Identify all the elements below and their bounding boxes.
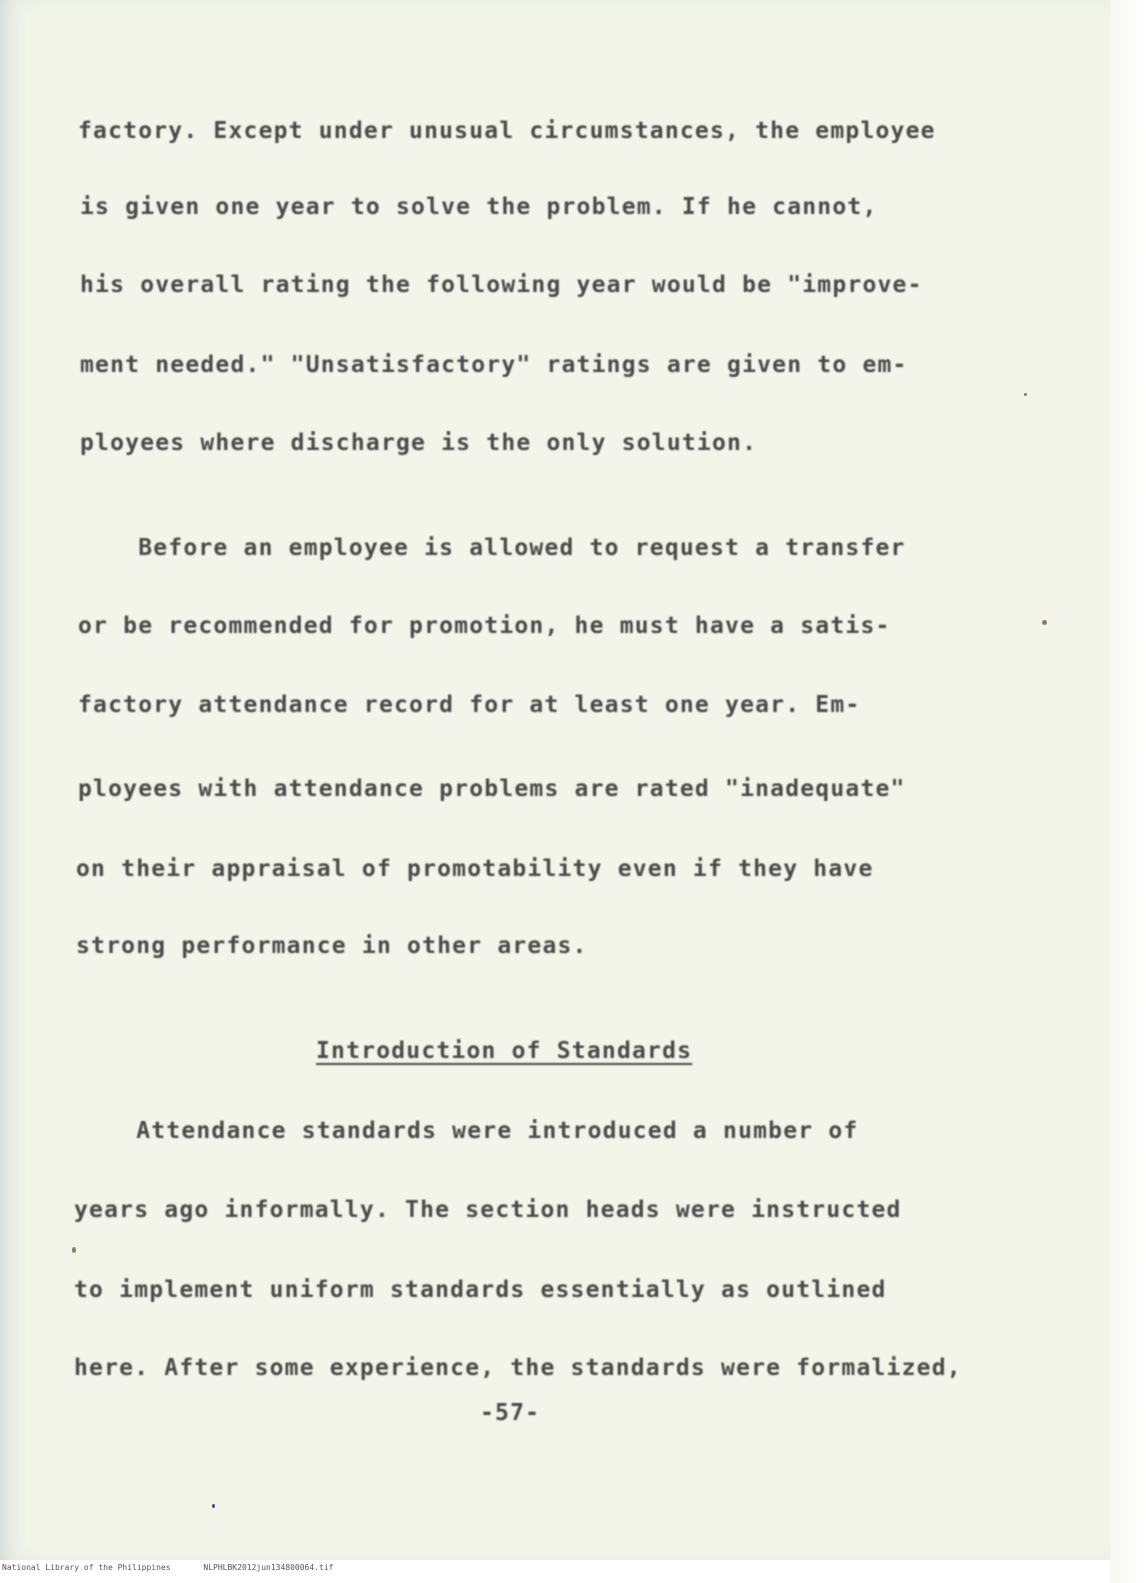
paper-speck (1042, 620, 1047, 625)
scan-footer (2, 1563, 361, 1572)
section-heading: Introduction of Standards (316, 1038, 693, 1064)
text-line: Before an employee is allowed to request a transfer (78, 535, 906, 561)
text-line: or be recommended for promotion, he must have a satis- (78, 613, 891, 639)
text-line: ployees where discharge is the only solution. (80, 430, 758, 456)
text-line: factory. Except under unusual circumstances, the employee (78, 118, 936, 144)
text-line: on their appraisal of promotability even if they have (76, 856, 874, 882)
text-line: is given one year to solve the problem. If he cannot, (80, 194, 878, 220)
page-edge (1110, 0, 1146, 1583)
file-id: NLPHLBK2012jun134800064.tif (203, 1563, 334, 1572)
paper-speck (72, 1247, 76, 1253)
text-line: factory attendance record for at least one year. Em- (78, 692, 861, 718)
library-credit: National Library of the Philippines (2, 1563, 171, 1572)
text-line: to implement uniform standards essentially as outlined (74, 1277, 887, 1303)
text-line: ment needed." "Unsatisfactory" ratings are given to em- (80, 352, 908, 378)
text-line: Attendance standards were introduced a number of (76, 1118, 859, 1144)
page-number: -57- (480, 1400, 541, 1426)
paper-speck (1024, 393, 1027, 396)
paper-speck (212, 1504, 215, 1508)
text-line: here. After some experience, the standards were formalized, (74, 1355, 962, 1381)
text-line: his overall rating the following year would be "improve- (80, 272, 923, 298)
text-line: years ago informally. The section heads were instructed (74, 1197, 902, 1223)
text-line: ployees with attendance problems are rated "inadequate" (78, 776, 906, 802)
text-line: strong performance in other areas. (76, 933, 588, 959)
